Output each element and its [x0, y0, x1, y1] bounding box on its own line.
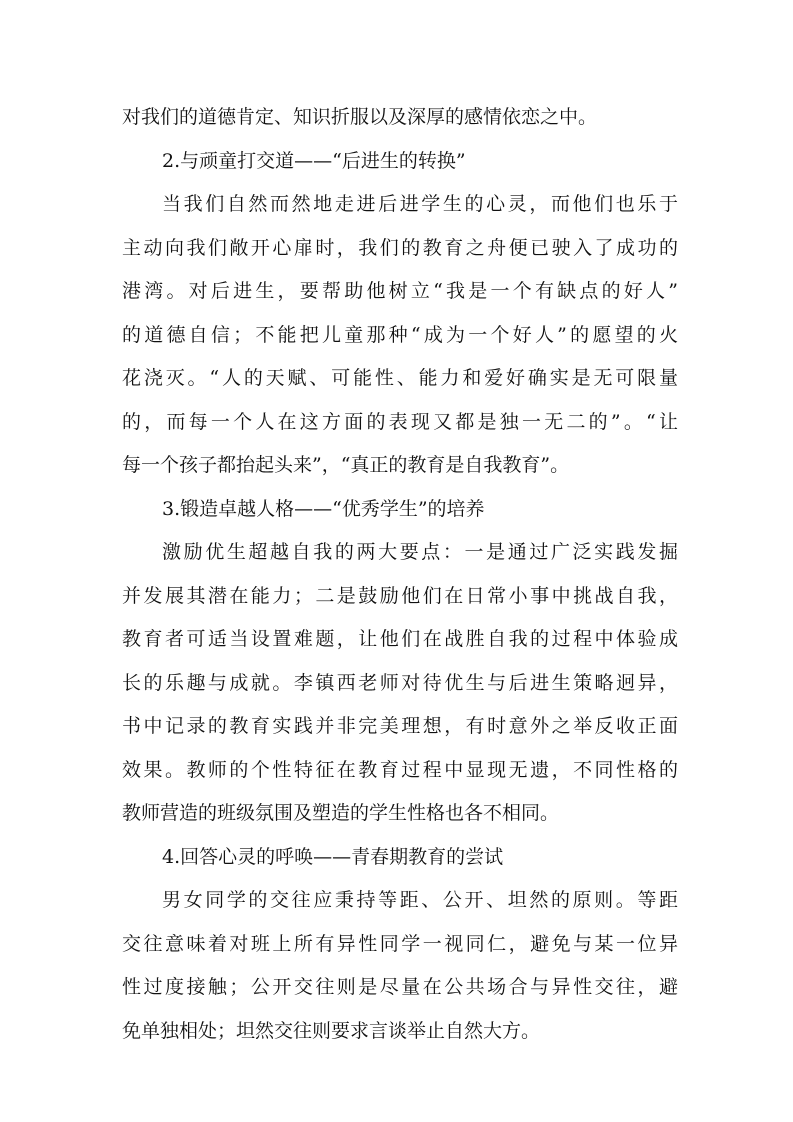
- section-heading: 2.与顽童打交道——“后进生的转换”: [162, 149, 466, 172]
- paragraph-line: 港湾。对后进生，要帮助他树立“我是一个有缺点的好人”: [122, 280, 678, 302]
- paragraph-line: 效果。教师的个性特征在教育过程中显现无遗，不同性格的: [122, 758, 678, 781]
- paragraph-line: 教育者可适当设置难题，让他们在战胜自我的过程中体验成: [122, 628, 678, 650]
- paragraph-line: 的，而每一个人在这方面的表现又都是独一无二的”。“让: [122, 410, 678, 433]
- paragraph-line: 男女同学的交往应秉持等距、公开、坦然的原则。等距: [162, 889, 678, 911]
- paragraph-line: 交往意味着对班上所有异性同学一视同仁，避免与某一位异: [122, 932, 678, 955]
- paragraph-line: 并发展其潜在能力；二是鼓励他们在日常小事中挑战自我，: [122, 584, 678, 607]
- paragraph-line: 长的乐趣与成就。李镇西老师对待优生与后进生策略迥异，: [122, 671, 678, 694]
- paragraph-line: 每一个孩子都抬起头来”，“真正的教育是自我教育”。: [122, 454, 570, 476]
- paragraph-line: 当我们自然而然地走进后进学生的心灵，而他们也乐于: [162, 193, 678, 215]
- paragraph-line: 主动向我们敞开心扉时，我们的教育之舟便已驶入了成功的: [122, 236, 678, 259]
- section-heading: 4.回答心灵的呼唤——青春期教育的尝试: [162, 845, 504, 868]
- paragraph-line: 书中记录的教育实践并非完美理想，有时意外之举反收正面: [122, 715, 678, 737]
- paragraph-line: 对我们的道德肯定、知识折服以及深厚的感情依恋之中。: [122, 106, 598, 128]
- paragraph-line: 性过度接触；公开交往则是尽量在公共场合与异性交往，避: [122, 976, 678, 998]
- paragraph-line: 的道德自信；不能把儿童那种“成为一个好人”的愿望的火: [122, 323, 678, 346]
- section-heading: 3.锻造卓越人格——“优秀学生”的培养: [162, 497, 485, 520]
- paragraph-line: 免单独相处；坦然交往则要求言谈举止自然大方。: [122, 1019, 541, 1042]
- document-body: [122, 96, 678, 1053]
- paragraph-line: 激励优生超越自我的两大要点：一是通过广泛实践发掘: [162, 541, 678, 563]
- paragraph-line: 教师营造的班级氛围及塑造的学生性格也各不相同。: [122, 802, 560, 824]
- paragraph-line: 花浇灭。“人的天赋、可能性、能力和爱好确实是无可限量: [122, 367, 678, 389]
